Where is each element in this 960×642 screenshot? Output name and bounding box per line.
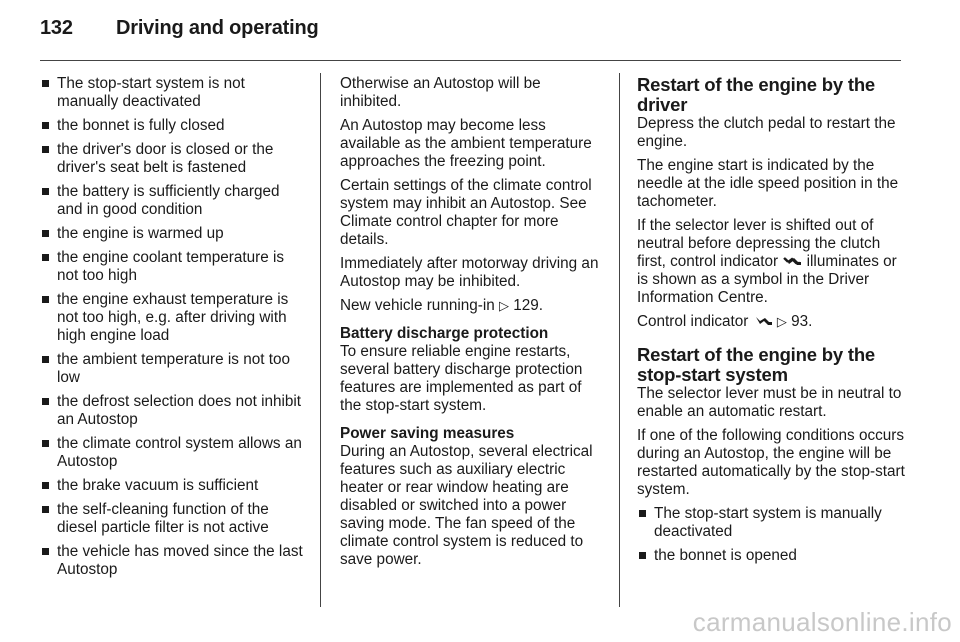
battery-protection-heading: Battery discharge protection — [340, 325, 549, 342]
paragraph: The engine start is indicated by the needle at the idle speed position in the tachometer. — [637, 157, 899, 210]
list-item: the bonnet is fully closed — [40, 117, 308, 135]
paragraph: Depress the clutch pedal to restart the engine. — [637, 115, 896, 150]
list-item: the engine exhaust temperature is not too high, e.g. after driving with high engine load — [40, 291, 308, 345]
paragraph: The selector lever must be in neutral to enable an automatic restart. — [637, 385, 902, 420]
page-header — [40, 17, 318, 40]
list-item: the battery is sufficiently charged and in good condition — [40, 183, 308, 219]
page-reference-arrow-icon: ▷ — [499, 298, 509, 313]
paragraph: Otherwise an Autostop will be inhibited. — [340, 75, 541, 110]
paragraph-control-indicator: Control indicator ▷ 93. — [637, 313, 813, 330]
list-item: the climate control system allows an Autostop — [40, 435, 308, 471]
paragraph: Certain settings of the climate control system may inhibit an Autostop. See Climate control chapter for more details. — [340, 177, 592, 248]
list-item: the engine is warmed up — [40, 225, 308, 243]
autostop-indicator-icon — [782, 255, 802, 267]
autostop-indicator-icon — [753, 315, 773, 327]
list-item: the ambient temperature is not too low — [40, 351, 308, 387]
column-1 — [40, 75, 308, 585]
restart-by-driver-heading: Restart of the engine by the driver — [637, 74, 876, 115]
running-in-text: New vehicle running-in — [340, 297, 499, 314]
header-divider — [40, 60, 901, 61]
list-item: the engine coolant temperature is not too high — [40, 249, 308, 285]
autostop-conditions-list — [40, 75, 308, 579]
running-in-page-ref[interactable]: 129. — [509, 297, 544, 314]
list-item: the bonnet is opened — [637, 547, 905, 565]
paragraph: To ensure reliable engine restarts, several battery discharge protection features are implemented as part of the stop-start system. — [340, 343, 583, 414]
watermark: carmanualsonline.info — [692, 607, 952, 637]
list-item: The stop-start system is not manually deactivated — [40, 75, 308, 111]
paragraph-indicator: If the selector lever is shifted out of neutral before depressing the clutch first, control indicator illuminates or is shown as a symbol in the Driver Information Centre. — [637, 217, 897, 306]
paragraph: During an Autostop, several electrical features such as auxiliary electric heater or rear window heating are disabled or switched into a power saving mode. The fan speed of the climate control system is reduced to save power. — [340, 443, 593, 568]
power-saving-heading: Power saving measures — [340, 425, 515, 442]
list-item: the driver's door is closed or the driver's seat belt is fastened — [40, 141, 308, 177]
control-indicator-page-ref[interactable]: 93. — [786, 313, 813, 330]
paragraph: If one of the following conditions occurs during an Autostop, the engine will be restarted automatically by the stop-start system. — [637, 427, 905, 498]
page-title: Driving and operating — [116, 17, 319, 39]
list-item: the brake vacuum is sufficient — [40, 477, 308, 495]
column-divider-2 — [619, 73, 620, 607]
restart-by-system-heading: Restart of the engine by the stop-start system — [637, 344, 876, 385]
restart-conditions-list — [637, 505, 905, 565]
column-divider-1 — [320, 73, 321, 607]
list-item: the defrost selection does not inhibit an Autostop — [40, 393, 308, 429]
list-item: the vehicle has moved since the last Autostop — [40, 543, 308, 579]
paragraph-running-in — [340, 297, 606, 315]
column-2 — [340, 75, 606, 575]
page-number: 132 — [40, 17, 73, 39]
column-3 — [637, 75, 905, 571]
paragraph: Immediately after motorway driving an Autostop may be inhibited. — [340, 255, 599, 290]
list-item: The stop-start system is manually deactivated — [637, 505, 905, 541]
paragraph: An Autostop may become less available as the ambient temperature approaches the freezing point. — [340, 117, 592, 170]
page-reference-arrow-icon: ▷ — [776, 314, 787, 329]
list-item: the self-cleaning function of the diesel particle filter is not active — [40, 501, 308, 537]
